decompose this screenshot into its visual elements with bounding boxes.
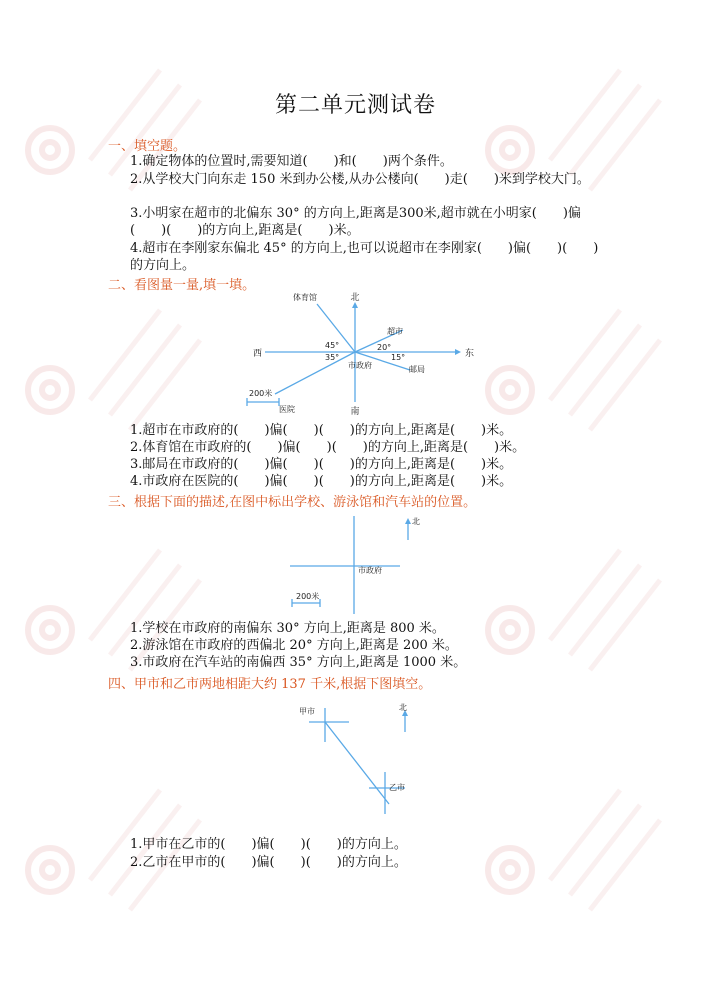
section-heading-fill-blank: 一、填空题。 [108,139,187,154]
question-2-4: 4.市政府在医院的( )偏( )( )的方向上,距离是( )米。 [130,474,513,489]
label-south: 南 [350,407,360,417]
question-4-2: 2.乙市在甲市的( )偏( )( )的方向上。 [130,855,407,870]
label-center: 市政府 [358,566,382,575]
question-2-1: 1.超市在市政府的( )偏( )( )的方向上,距离是( )米。 [130,423,513,438]
label-north: 北 [412,517,420,526]
label-angle-gym: 45° [325,341,340,350]
label-scale: 200米 [249,389,273,398]
question-3-3: 3.市政府在汽车站的南偏西 35° 方向上,距离是 1000 米。 [130,655,467,670]
label-north: 北 [350,293,360,303]
label-hospital: 医院 [279,405,295,414]
label-angle-market: 20° [377,343,392,352]
question-2-2: 2.体育馆在市政府的( )偏( )( )的方向上,距离是( )米。 [130,440,526,455]
question-1-4: 4.超市在李刚家东偏北 45° 的方向上,也可以说超市在李刚家( )偏( )( )的方向上。 [130,241,599,273]
watermark-logo [488,608,532,652]
map-diagram-cities [295,700,425,820]
watermark-logo [488,848,532,892]
question-1-3: 3.小明家在超市的北偏东 30° 的方向上,距离是300米,超市就在小明家( )偏( )( )的方向上,距离是( )米。 [130,206,581,238]
label-city-b: 乙市 [389,783,405,792]
label-post: 邮局 [409,365,425,374]
label-center: 市政府 [348,361,372,370]
question-1-1: 1.确定物体的位置时,需要知道( )和( )两个条件。 [130,154,453,169]
question-4-1: 1.甲市在乙市的( )偏( )( )的方向上。 [130,837,407,852]
question-3-2: 2.游泳馆在市政府的西偏北 20° 方向上,距离是 200 米。 [130,638,458,653]
label-angle-hospital: 35° [325,353,340,362]
label-angle-post: 15° [391,353,406,362]
section-heading-measure: 二、看图量一量,填一填。 [108,278,256,293]
ray-hospital [275,352,355,394]
label-east: 东 [465,349,475,359]
question-2-3: 3.邮局在市政府的( )偏( )( )的方向上,距离是( )米。 [130,457,513,472]
label-gym: 体育馆 [293,293,317,302]
label-north: 北 [399,703,407,712]
watermark-logo [28,848,72,892]
section-heading-cities: 四、甲市和乙市两地相距大约 137 千米,根据下图填空。 [108,677,432,692]
watermark-logo [28,368,72,412]
label-market: 超市 [387,327,403,336]
map-diagram-government [245,290,475,420]
watermark-logo [28,608,72,652]
map-diagram-blank [280,510,430,618]
question-1-2: 2.从学校大门向东走 150 米到办公楼,从办公楼向( )走( )米到学校大门。 [130,172,590,187]
section-heading-mark-locations: 三、根据下面的描述,在图中标出学校、游泳馆和汽车站的位置。 [108,495,477,510]
page-title: 第二单元测试卷 [274,93,436,118]
watermark-logo [488,368,532,412]
watermark-logo [28,128,72,172]
question-3-1: 1.学校在市政府的南偏东 30° 方向上,距离是 800 米。 [130,621,445,636]
watermark-logo [488,128,532,172]
label-west: 西 [253,349,263,359]
label-city-a: 甲市 [299,707,315,716]
label-scale: 200米 [296,592,320,601]
